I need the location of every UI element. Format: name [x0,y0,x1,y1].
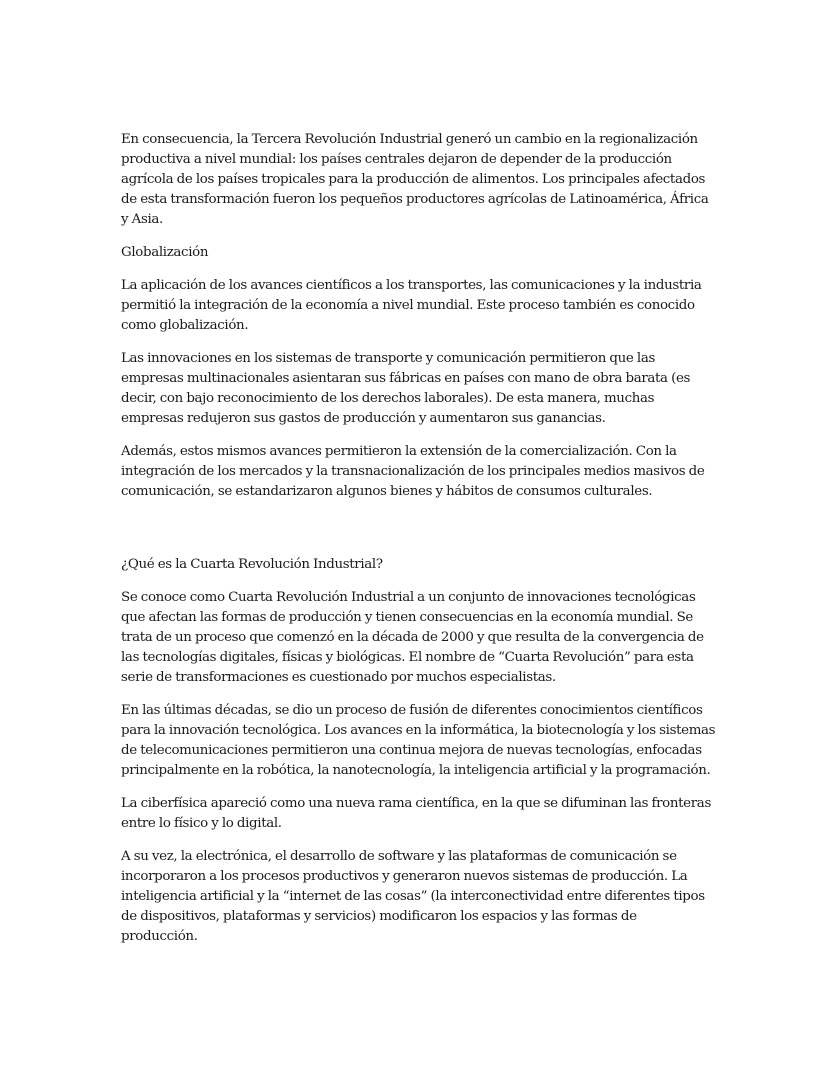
text-line: inteligencia artificial y la “internet de las cosas” (la interconectividad entre diferentes tipos [121,889,705,904]
text-line: principalmente en la robótica, la nanotecnología, la inteligencia artificial y la programación. [121,763,711,778]
text-line: entre lo físico y lo digital. [121,816,282,831]
paragraph-comercializacion [121,442,721,502]
paragraph-cuarta-revolucion-definicion [121,588,721,688]
paragraph-tercera-revolucion [121,130,721,230]
heading-globalizacion: Globalización [121,245,209,260]
text-line: de esta transformación fueron los pequeños productores agrícolas de Latinoamérica, África [121,192,709,207]
heading-cuarta-revolucion: ¿Qué es la Cuarta Revolución Industrial? [121,557,383,572]
text-line: serie de transformaciones es cuestionado por muchos especialistas. [121,670,556,685]
text-line: Las innovaciones en los sistemas de transporte y comunicación permitieron que las [121,351,655,366]
text-line: integración de los mercados y la transnacionalización de los principales medios masivos de [121,464,705,479]
paragraph-ciberfisica [121,794,721,834]
text-line: Además, estos mismos avances permitieron la extensión de la comercialización. Con la [121,444,677,459]
text-line: y Asia. [121,212,163,227]
text-line: La aplicación de los avances científicos a los transportes, las comunicaciones y la industria [121,278,702,293]
text-line: comunicación, se estandarizaron algunos bienes y hábitos de consumos culturales. [121,484,653,499]
text-line: como globalización. [121,318,249,333]
text-line: de telecomunicaciones permitieron una continua mejora de nuevas tecnologías, enfocadas [121,743,702,758]
text-line: agrícola de los países tropicales para la producción de alimentos. Los principales afectados [121,172,706,187]
paragraph-innovaciones-transporte [121,349,721,429]
text-line: A su vez, la electrónica, el desarrollo de software y las plataformas de comunicación se [121,849,677,864]
text-line: La ciberfísica apareció como una nueva rama científica, en la que se difuminan las fronteras [121,796,711,811]
section-spacer [121,515,721,555]
text-line: producción. [121,929,198,944]
text-line: de dispositivos, plataformas y servicios) modificaron los espacios y las formas de [121,909,637,924]
text-line: productiva a nivel mundial: los países centrales dejaron de depender de la producción [121,152,672,167]
text-line: permitió la integración de la economía a nivel mundial. Este proceso también es conocido [121,298,695,313]
text-line: Se conoce como Cuarta Revolución Industrial a un conjunto de innovaciones tecnológicas [121,590,696,605]
text-line: las tecnologías digitales, físicas y biológicas. El nombre de “Cuarta Revolución” para esta [121,650,694,665]
paragraph-electronica-software [121,847,721,947]
document-page [121,130,721,960]
text-line: trata de un proceso que comenzó en la década de 2000 y que resulta de la convergencia de [121,630,704,645]
text-line: incorporaron a los procesos productivos y generaron nuevos sistemas de producción. La [121,869,688,884]
paragraph-globalizacion-definicion [121,276,721,336]
text-line: En consecuencia, la Tercera Revolución Industrial generó un cambio en la regionalización [121,132,698,147]
text-line: empresas multinacionales asientaran sus fábricas en países con mano de obra barata (es [121,371,691,386]
text-line: empresas redujeron sus gastos de producción y aumentaron sus ganancias. [121,411,606,426]
text-line: que afectan las formas de producción y tienen consecuencias en la economía mundial. Se [121,610,694,625]
paragraph-ultimas-decadas [121,701,721,781]
text-line: En las últimas décadas, se dio un proceso de fusión de diferentes conocimientos científicos [121,703,703,718]
text-line: decir, con bajo reconocimiento de los derechos laborales). De esta manera, muchas [121,391,655,406]
text-line: para la innovación tecnológica. Los avances en la informática, la biotecnología y los sistemas [121,723,716,738]
